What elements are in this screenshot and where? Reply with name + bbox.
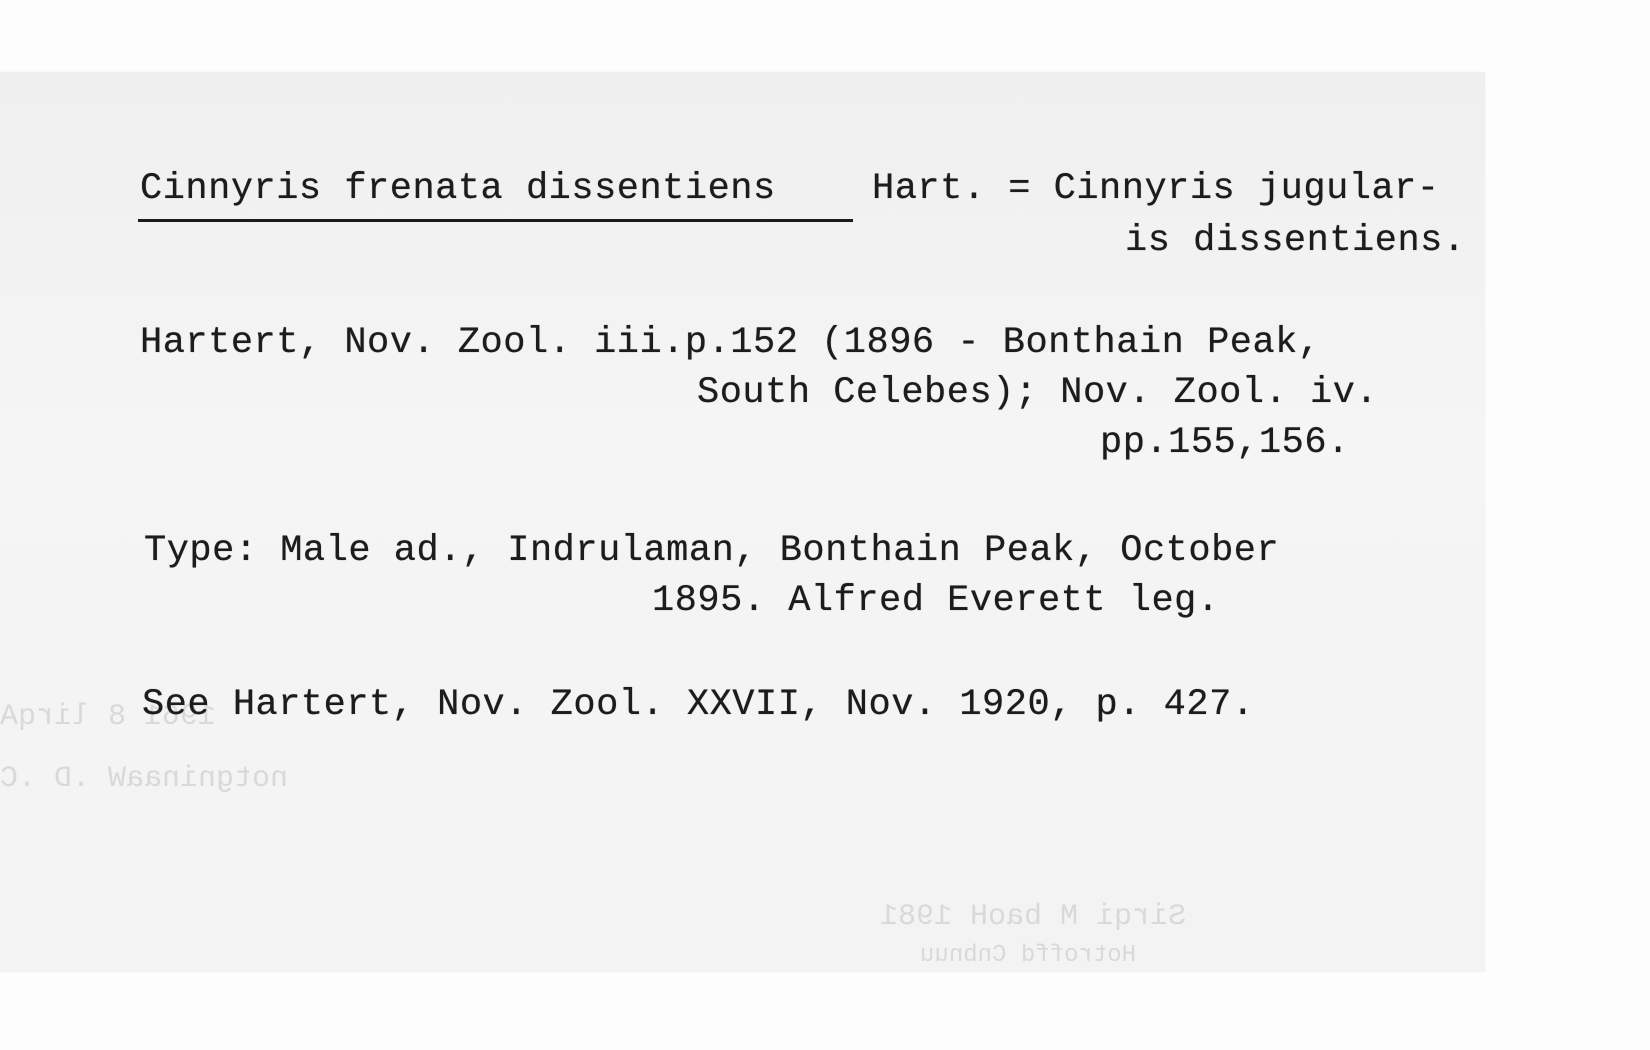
show-through-line-4: Hotroffd Cnbnuu [920,942,1137,969]
synonym-continuation: is dissentiens. [1125,220,1466,262]
see-also-reference: See Hartert, Nov. Zool. XXVII, Nov. 1920, p. 427. [142,684,1255,726]
species-name: Cinnyris frenata dissentiens [140,168,776,210]
species-name-underline [138,219,853,222]
show-through-line-1: 1961 8 lirqA [0,700,217,734]
author-synonym: Hart. = Cinnyris jugular- [872,168,1440,210]
type-line-1: Type: Male ad., Indrulaman, Bonthain Peak, October [144,530,1280,572]
reference-line-2: South Celebes); Nov. Zool. iv. [697,372,1379,414]
show-through-line-3: Sirqi M baoH 1981 [880,900,1187,934]
type-line-2: 1895. Alfred Everett leg. [652,580,1220,622]
show-through-line-2: notgninaaW .D .C [0,762,289,796]
reference-line-1: Hartert, Nov. Zool. iii.p.152 (1896 - Bonthain Peak, [140,322,1321,364]
reference-line-3: pp.155,156. [1100,422,1350,464]
